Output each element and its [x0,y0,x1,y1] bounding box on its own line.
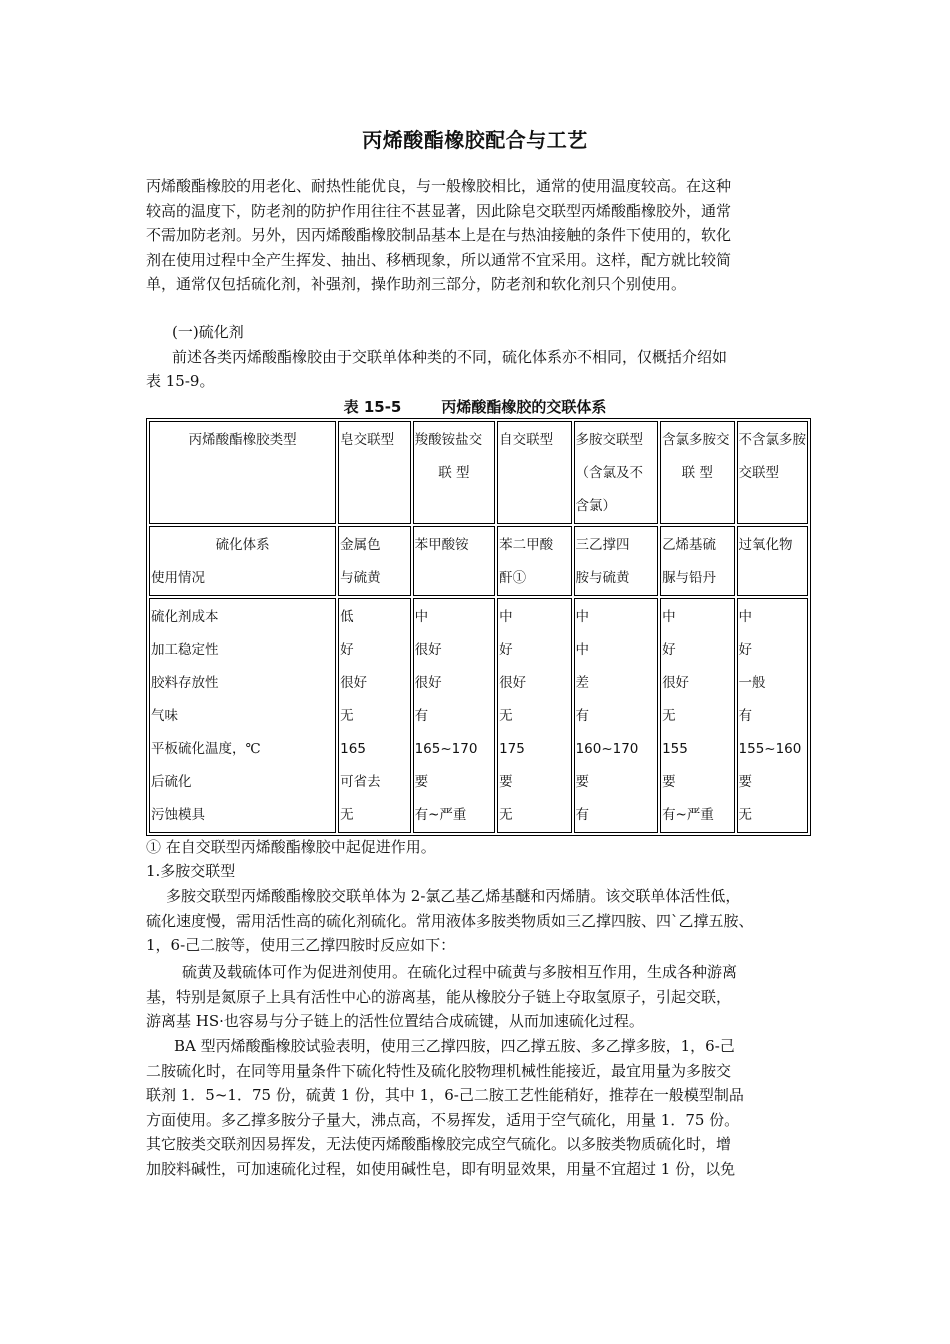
text-line: BA 型丙烯酸酯橡胶试验表明，使用三乙撑四胺，四乙撑五胺、多乙撑多胺，1，6-己 [174,1037,735,1055]
type-cell [660,421,734,524]
cell-line: 有~严重 [662,807,714,823]
text-line: 方面使用。多乙撑多胺分子量大，沸点高，不易挥发，适用于空气硫化，用量 1．75 份。 [146,1110,740,1129]
system-cell [413,526,496,596]
cell-line: 硫化体系 [215,537,270,553]
type-cell [574,421,659,524]
text-line: 不需加防老剂。另外，因丙烯酸酯橡胶制品基本上是在与热油接触的条件下使用的，软化 [146,226,732,244]
property-label-cell [149,598,336,833]
property-value-cell [660,598,734,833]
cell-line: 160~170 [575,741,639,757]
text-line: 多胺交联型丙烯酸酯橡胶交联单体为 2-氯乙基乙烯基醚和丙烯腈。该交联单体活性低， [166,887,741,905]
type-cell [737,421,808,524]
cell-line: 含氯多胺交 [662,432,730,448]
cell-line: 皂交联型 [340,432,395,448]
cell-line: 很好 [340,675,368,691]
text-line: 二胺硫化时，在同等用量条件下硫化特性及硫化胶物理机械性能接近，最宜用量为多胺交 [146,1061,732,1080]
cell-line: 三乙撑四 [575,537,630,553]
cell-line: 有 [575,708,590,724]
property-value-cell [574,598,659,833]
cell-line: 硫化剂成本 [151,609,219,625]
property-value-cell [497,598,571,833]
cell-line: 交联型 [738,465,780,481]
table-footnote: ① 在自交联型丙烯酸酯橡胶中起促进作用。 [146,838,436,856]
cell-line: 乙烯基硫 [662,537,717,553]
crosslink-system-table [146,418,811,836]
cell-line: 与硫黄 [340,570,381,586]
type-header-cell [149,421,336,524]
text-line: 1，6-己二胺等，使用三乙撑四胺时反应如下： [146,936,456,954]
cell-line: 胺与硫黄 [575,570,630,586]
cell-line: 很好 [662,675,690,691]
cell-line: 要 [738,774,753,790]
system-header-cell [149,526,336,596]
text-line: 较高的温度下，防老剂的防护作用往往不甚显著，因此除皂交联型丙烯酸酯橡胶外，通常 [146,201,732,220]
cell-line: 脲与铅丹 [662,570,717,586]
cell-line: 无 [499,807,513,823]
cell-line: 中 [738,609,753,625]
text-line: 其它胺类交联剂因易挥发，无法使丙烯酸酯橡胶完成空气硫化。以多胺类物质硫化时，增 [146,1135,732,1153]
text-line: 加胶料碱性，可加速硫化过程，如使用碱性皂，即有明显效果，用量不宜超过 1 份，以免 [146,1159,736,1178]
cell-line: 很好 [414,675,442,691]
cell-line: 有 [575,807,590,823]
cell-line: 一般 [738,675,766,691]
cell-line: 无 [340,708,354,724]
cell-line: 好 [738,642,753,658]
intro-paragraph [146,174,810,297]
cell-line: 胶料存放性 [151,675,219,691]
type-cell [413,421,496,524]
text-line: 联剂 1．5~1．75 份，硫黄 1 份，其中 1，6-己二胺工艺性能稍好，推荐在一般模型制品 [146,1086,744,1104]
cell-line: 很好 [414,642,442,658]
section-vulcanizing-agent [146,320,810,394]
cell-line: 联 型 [681,465,713,481]
cell-line: 无 [499,708,513,724]
system-cell [497,526,571,596]
property-value-cell [737,598,808,833]
table-property-row [149,598,808,833]
cell-line: 要 [414,774,429,790]
table-caption [0,396,950,417]
table-caption-title: 丙烯酸酯橡胶的交联体系 [441,398,607,416]
cell-line: 175 [499,741,525,757]
cell-line: 要 [499,774,513,790]
text-line: 基，特别是氮原子上具有活性中心的游离基，能从橡胶分子链上夺取氢原子，引起交联， [146,987,732,1006]
ba-rubber-paragraph [146,1034,810,1181]
table-header-row [149,421,808,524]
table-system-row [149,526,808,596]
cell-line: 中 [575,642,590,658]
cell-line: 中 [414,609,429,625]
cell-line: 165 [340,741,366,757]
cell-line: 金属色 [340,537,381,553]
cell-line: 无 [738,807,753,823]
cell-line: 过氧化物 [738,537,793,553]
cell-line: 无 [340,807,354,823]
cell-line: 有~严重 [414,807,467,823]
cell-line: 气味 [151,708,178,724]
cell-line: 165~170 [414,741,478,757]
cell-line: 联 型 [438,465,470,481]
system-cell [737,526,808,596]
cell-line: 苯甲酸铵 [414,537,469,553]
cell-line: 要 [662,774,676,790]
text-line: 游离基 HS·也容易与分子链上的活性位置结合成硫键，从而加速硫化过程。 [146,1012,644,1030]
cell-line: 好 [340,642,354,658]
cell-line: 含氯） [575,498,617,514]
cell-line: 不含氯多胺 [738,432,807,448]
cell-line: 155 [662,741,688,757]
cell-line: 无 [662,708,676,724]
cell-line: 加工稳定性 [151,642,219,658]
cell-line: 中 [575,609,590,625]
subsection-heading: 1.多胺交联型 [146,862,236,880]
type-cell [338,421,410,524]
cell-line: 污蚀模具 [151,807,205,823]
cell-line: 自交联型 [499,432,554,448]
cell-line: 很好 [499,675,527,691]
sulfur-paragraph [146,960,810,1034]
cell-line: 好 [499,642,513,658]
text-line: 硫化速度慢，需用活性高的硫化剂硫化。常用液体多胺类物质如三乙撑四胺、四`乙撑五胺、 [146,911,754,930]
section-heading: (一)硫化剂 [172,323,244,341]
cell-line: 要 [575,774,590,790]
text-line: 硫黄及载硫体可作为促进剂使用。在硫化过程中硫黄与多胺相互作用，生成各种游离 [182,963,738,981]
cell-line: 苯二甲酸 [499,537,554,553]
property-value-cell [413,598,496,833]
cell-line: 155~160 [738,741,802,757]
cell-line: 酐① [499,570,527,586]
cell-line: 有 [414,708,429,724]
cell-text: 丙烯酸酯橡胶类型 [188,432,297,448]
system-cell [574,526,659,596]
text-line: 丙烯酸酯橡胶的用老化、耐热性能优良，与一般橡胶相比，通常的使用温度较高。在这种 [146,177,732,195]
text-line: 剂在使用过程中全产生挥发、抽出、移栖现象，所以通常不宜采用。这样，配方就比较简 [146,250,732,269]
polyamine-paragraph [146,884,810,958]
cell-line: 可省去 [340,774,381,790]
cell-line: 中 [499,609,513,625]
cell-line: 有 [738,708,753,724]
system-cell [338,526,410,596]
text-line: 表 15-9。 [146,372,215,390]
text-line: 单，通常仅包括硫化剂，补强剂，操作助剂三部分，防老剂和软化剂只个别使用。 [146,275,687,293]
table-number: 表 15-5 [343,398,402,416]
cell-line: 多胺交联型 [575,432,644,448]
page-title: 丙烯酸酯橡胶配合与工艺 [362,128,588,152]
property-value-cell [338,598,410,833]
cell-line: 中 [662,609,676,625]
cell-line: （含氯及不 [575,465,644,481]
cell-line: 差 [575,675,590,691]
cell-line: 低 [340,609,354,625]
type-cell [497,421,571,524]
system-cell [660,526,734,596]
cell-line: 使用情况 [151,570,205,586]
cell-line: 羧酸铵盐交 [414,432,483,448]
cell-line: 好 [662,642,676,658]
cell-line: 平板硫化温度，℃ [151,741,261,757]
text-line: 前述各类丙烯酸酯橡胶由于交联单体种类的不同，硫化体系亦不相同，仅概括介绍如 [172,347,728,366]
cell-line: 后硫化 [151,774,192,790]
